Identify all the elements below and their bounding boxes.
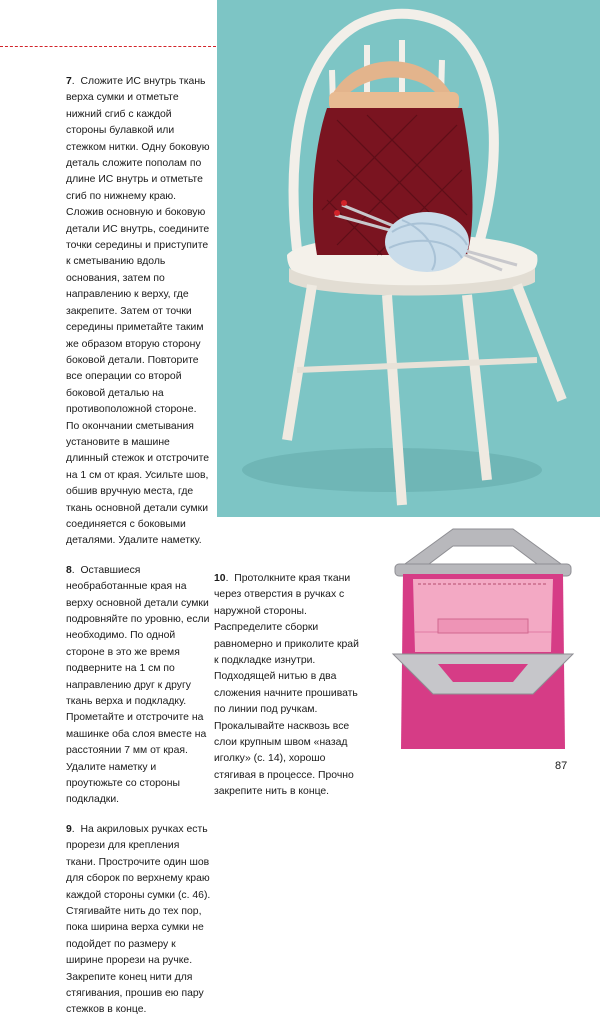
chair-with-knitted-bag-photo [217, 0, 600, 517]
step-8: 8. Оставшиеся необработанные края на верху основной детали сумки подровняйте по уровню, если необходимо. По одной стороне в это же время подверните на 1 см по направлению друг к другу ткань верха и подкладку. Прометайте и отстрочите на машинке оба слоя вместе на расстоянии 7 мм от края. Удалите наметку и проутюжьте со стороны подкладки. [66, 564, 210, 806]
instructions-column-right [214, 571, 359, 814]
dashed-red-rule [0, 46, 216, 47]
step-number: 9 [66, 823, 72, 835]
photo-illustration [217, 0, 600, 517]
step-text: Сложите ИС внутрь ткань верха сумки и отметьте нижний сгиб с каждой стороны булавкой или стежком нитки. Одну боковую деталь сложите пополам по длине ИС внутрь и отметьте сгиб по нижнему краю. Сложив основную и боковую детали ИС внутрь, соедините точки середины и приступите к сметыванию вдоль основания, затем по направлению к верху, где закрепите. Затем от точки середины приметайте таким же образом вторую сторону боковой детали. Повторите все операции со второй боковой деталью на противоположной стороне. [66, 76, 210, 416]
step-7: 7. Сложите ИС внутрь ткань верха сумки и отметьте нижний сгиб с каждой стороны булавкой или стежком нитки. Одну боковую деталь сложите пополам по длине ИС внутрь и отметьте сгиб по нижнему краю. Сложив основную и боковую детали ИС внутрь, соедините точки середины и приступите к сметыванию вдоль основания, затем по направлению к верху, где закрепите. Затем от точки середины приметайте таким же образом вторую сторону боковой детали. Повторите все операции со второй боковой деталью на противоположной стороне. [66, 76, 210, 416]
step-number: 8 [66, 564, 72, 576]
step-text: По окончании сметывания установите в машине длинный стежок и отстрочите на 1 см от края. Усильте шов, обшив вручную места, где ткань основной детали сумки соединяется с боковыми деталями. Удалите наметку. [66, 420, 210, 547]
diagram-illustration [383, 524, 583, 754]
step-number: 7 [66, 76, 72, 87]
bag-handle-lining-diagram [383, 524, 583, 754]
step-text: Протолкните края ткани через отверстия в ручках с наружной стороны. Распределите сборки равномерно и приколите край к подкладке изнутри. Подходящей нитью в два сложения начните прошивать по линии под ручкам. Прокалывайте насквозь все слои крупным швом «назад иголку» (с. 14), хорошо стягивая в процессе. Прочно закрепите нить в конце. [214, 573, 359, 798]
step-number: 10 [214, 573, 226, 584]
step-9: 9. На акриловых ручках есть прорези для крепления ткани. Прострочите один шов для сборок по верхнему краю каждой стороны сумки (с. 46). Стягивайте нить до тех пор, пока ширина верха сумки не подойдет по размеру к ширине прорези на ручке. Закрепите конец нити для стягивания, прошив ею пару стежков в конце. [66, 823, 211, 1016]
step-text: Оставшиеся необработанные края на верху основной детали сумки подровняйте по уровню, если необходимо. По одной стороне в это же время подверните на 1 см по направлению друг к другу ткань верха и подкладку. Прометайте и отстрочите на машинке оба слоя вместе на расстоянии 7 мм от края. Удалите наметку и проутюжьте со стороны подкладки. [66, 564, 210, 806]
instructions-column-left [66, 74, 211, 1032]
step-text: На акриловых ручках есть прорези для крепления ткани. Прострочите один шов для сборок по верхнему краю каждой стороны сумки (с. 46). Стягивайте нить до тех пор, пока ширина верха сумки не подойдет по размеру к ширине прорези на ручке. Закрепите конец нити для стягивания, прошив ею пару стежков в конце. [66, 823, 211, 1016]
page-number: 87 [555, 760, 568, 772]
step-10: 10. Протолкните края ткани через отверстия в ручках с наружной стороны. Распределите сборки равномерно и приколите край к подкладке изнутри. Подходящей нитью в два сложения начните прошивать по линии под ручкам. Прокалывайте насквозь все слои крупным швом «назад иголку» (с. 14), хорошо стягивая в процессе. Прочно закрепите нить в конце. [214, 573, 359, 798]
step-7-continued [66, 419, 211, 550]
